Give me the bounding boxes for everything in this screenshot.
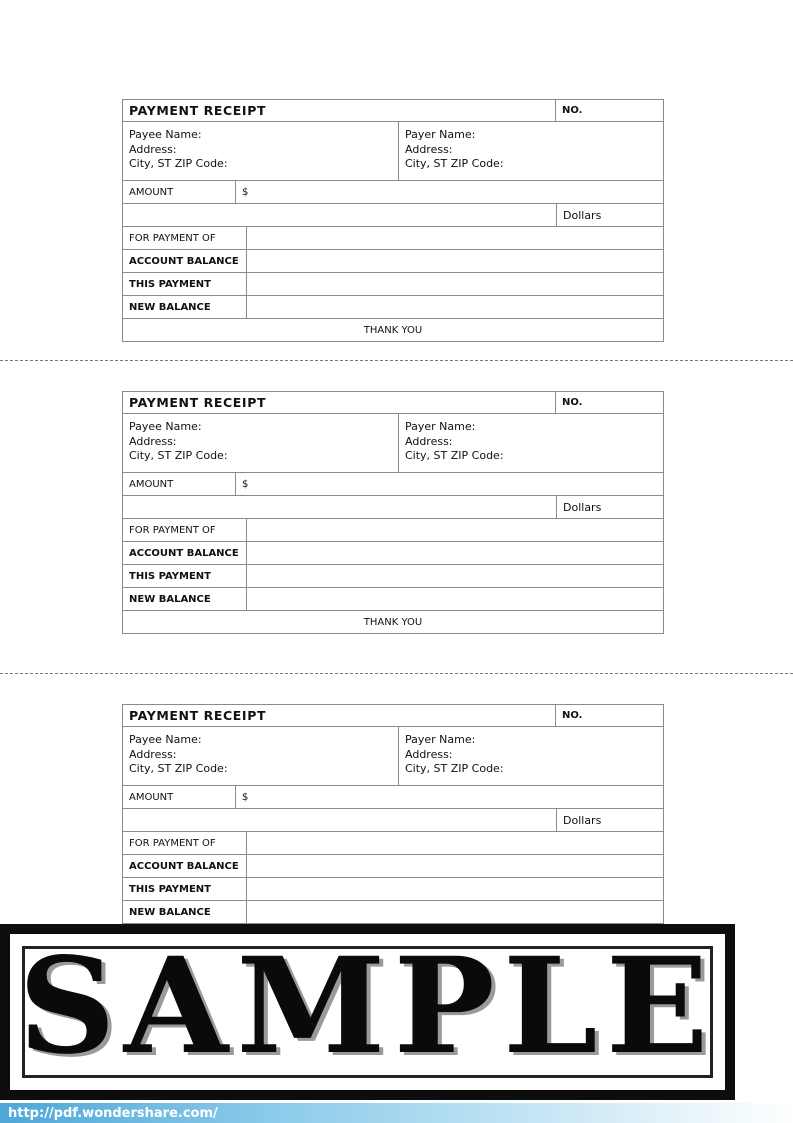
payee-info (123, 727, 399, 785)
payee-address-label: Address: (129, 142, 177, 156)
this-payment-label: THIS PAYMENT (123, 565, 247, 587)
payee-info (123, 414, 399, 472)
new-balance-row (123, 901, 663, 924)
address-block (123, 414, 663, 473)
sample-watermark-stamp (0, 924, 735, 1100)
payer-info (399, 727, 663, 785)
receipt-header (123, 392, 663, 414)
new-balance-label: NEW BALANCE (123, 588, 247, 610)
address-block (123, 122, 663, 181)
payer-city-label: City, ST ZIP Code: (405, 762, 504, 775)
for-payment-row (123, 519, 663, 542)
payee-city-label: City, ST ZIP Code: (129, 762, 228, 775)
footer-url-bar (0, 1103, 793, 1123)
amount-words-field[interactable] (123, 496, 557, 518)
account-balance-label: ACCOUNT BALANCE (123, 855, 247, 877)
account-balance-field[interactable] (247, 250, 663, 272)
this-payment-label: THIS PAYMENT (123, 273, 247, 295)
sample-watermark-text: SAMPLE (18, 929, 717, 1084)
thank-you-text: THANK YOU (363, 616, 423, 628)
this-payment-row (123, 878, 663, 901)
cut-line-1 (0, 360, 793, 361)
for-payment-label: FOR PAYMENT OF (123, 227, 247, 249)
for-payment-label: FOR PAYMENT OF (123, 519, 247, 541)
payee-address-label: Address: (129, 747, 177, 761)
dollars-label: Dollars (563, 500, 602, 514)
cut-line-2 (0, 673, 793, 674)
new-balance-row (123, 588, 663, 611)
account-balance-row (123, 855, 663, 878)
payer-city-label: City, ST ZIP Code: (405, 449, 504, 462)
thank-you-text: THANK YOU (363, 324, 423, 336)
this-payment-field[interactable] (247, 878, 663, 900)
amount-row (123, 473, 663, 496)
dollars-row (123, 204, 663, 227)
thank-you-row (123, 319, 663, 341)
amount-label: AMOUNT (123, 181, 236, 203)
new-balance-row (123, 296, 663, 319)
address-block (123, 727, 663, 786)
account-balance-label: ACCOUNT BALANCE (123, 250, 247, 272)
new-balance-label: NEW BALANCE (123, 901, 247, 923)
this-payment-field[interactable] (247, 273, 663, 295)
payee-info (123, 122, 399, 180)
footer-url-link[interactable]: http://pdf.wondershare.com/ (8, 1105, 218, 1121)
for-payment-row (123, 832, 663, 855)
dollars-label: Dollars (563, 813, 602, 827)
payer-address-label: Address: (405, 747, 453, 761)
amount-words-field[interactable] (123, 809, 557, 831)
this-payment-label: THIS PAYMENT (123, 878, 247, 900)
payer-name-label: Payer Name: (405, 733, 476, 746)
amount-label: AMOUNT (123, 786, 236, 808)
account-balance-field[interactable] (247, 855, 663, 877)
for-payment-field[interactable] (247, 832, 663, 854)
this-payment-row (123, 565, 663, 588)
amount-row (123, 181, 663, 204)
payer-city-label: City, ST ZIP Code: (405, 157, 504, 170)
payee-name-label: Payee Name: (129, 128, 202, 141)
receipt-title: PAYMENT RECEIPT (123, 392, 556, 413)
payee-city-label: City, ST ZIP Code: (129, 449, 228, 462)
payment-receipt-1 (122, 99, 664, 342)
payer-info (399, 122, 663, 180)
payer-address-label: Address: (405, 434, 453, 448)
account-balance-label: ACCOUNT BALANCE (123, 542, 247, 564)
receipt-title: PAYMENT RECEIPT (123, 100, 556, 121)
payee-name-label: Payee Name: (129, 420, 202, 433)
receipt-header (123, 100, 663, 122)
thank-you-row (123, 611, 663, 633)
payer-name-label: Payer Name: (405, 128, 476, 141)
payee-city-label: City, ST ZIP Code: (129, 157, 228, 170)
payment-receipt-3 (122, 704, 664, 947)
amount-row (123, 786, 663, 809)
payee-name-label: Payee Name: (129, 733, 202, 746)
new-balance-field[interactable] (247, 901, 663, 923)
payer-address-label: Address: (405, 142, 453, 156)
amount-field[interactable]: $ (242, 478, 249, 490)
dollars-row (123, 496, 663, 519)
payee-address-label: Address: (129, 434, 177, 448)
payer-info (399, 414, 663, 472)
payment-receipt-2 (122, 391, 664, 634)
new-balance-field[interactable] (247, 588, 663, 610)
receipt-number-label: NO. (562, 105, 583, 116)
this-payment-field[interactable] (247, 565, 663, 587)
amount-words-field[interactable] (123, 204, 557, 226)
dollars-label: Dollars (563, 208, 602, 222)
new-balance-label: NEW BALANCE (123, 296, 247, 318)
amount-label: AMOUNT (123, 473, 236, 495)
receipt-number-label: NO. (562, 710, 583, 721)
account-balance-row (123, 250, 663, 273)
payer-name-label: Payer Name: (405, 420, 476, 433)
for-payment-field[interactable] (247, 227, 663, 249)
amount-field[interactable]: $ (242, 791, 249, 803)
dollars-row (123, 809, 663, 832)
for-payment-label: FOR PAYMENT OF (123, 832, 247, 854)
receipt-header (123, 705, 663, 727)
account-balance-row (123, 542, 663, 565)
this-payment-row (123, 273, 663, 296)
receipt-number-label: NO. (562, 397, 583, 408)
amount-field[interactable]: $ (242, 186, 249, 198)
new-balance-field[interactable] (247, 296, 663, 318)
for-payment-row (123, 227, 663, 250)
receipt-title: PAYMENT RECEIPT (123, 705, 556, 726)
for-payment-field[interactable] (247, 519, 663, 541)
account-balance-field[interactable] (247, 542, 663, 564)
